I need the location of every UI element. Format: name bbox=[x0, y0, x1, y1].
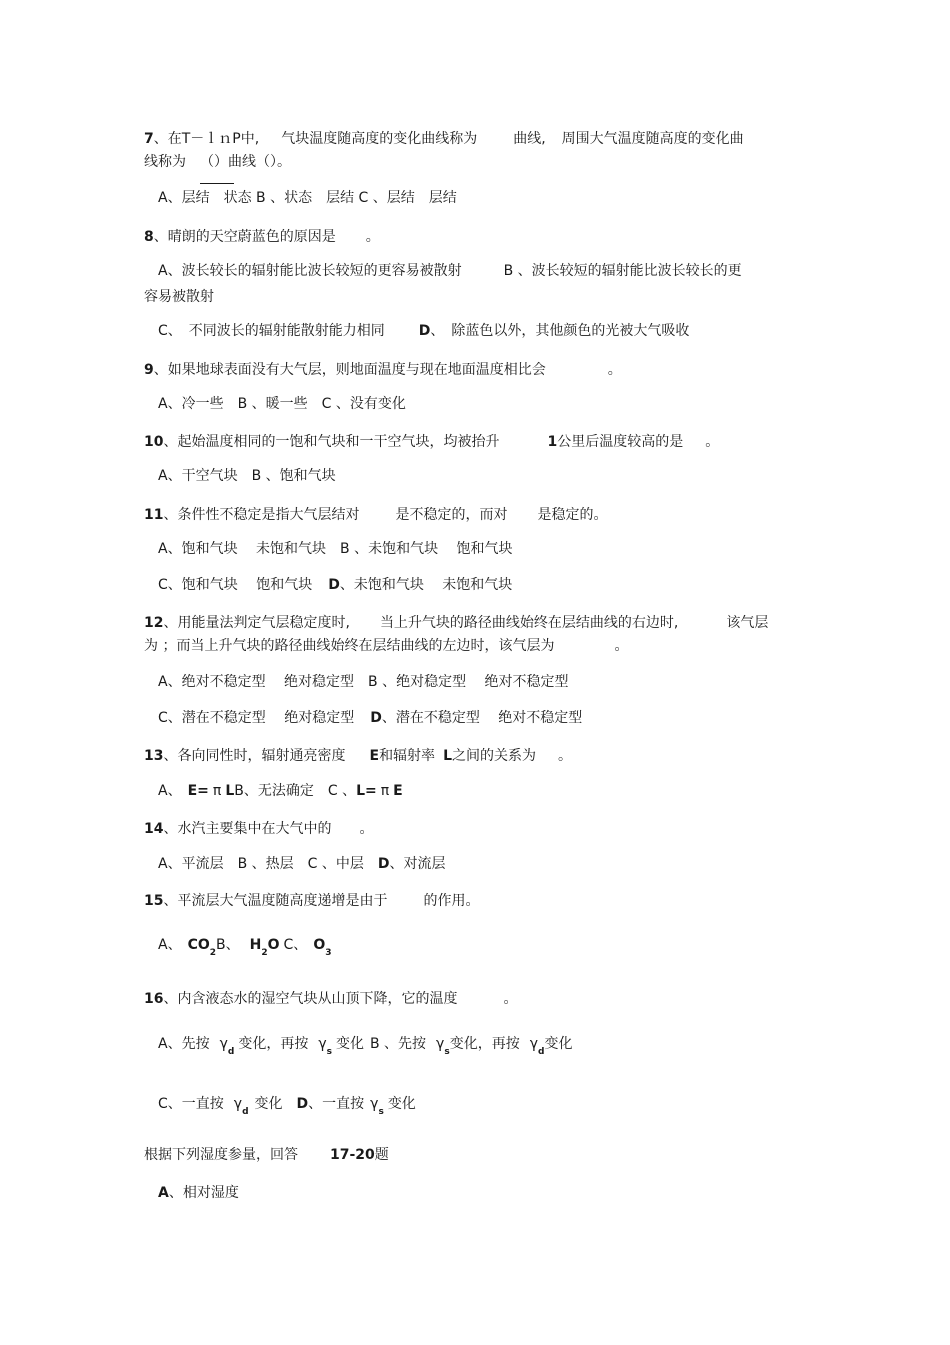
question-number: 10 bbox=[144, 434, 164, 450]
subscript: d bbox=[242, 1107, 249, 1117]
question-text: 、晴朗的天空蔚蓝色的原因是 bbox=[153, 229, 336, 245]
question-text: 、用能量法判定气层稳定度时, bbox=[163, 615, 350, 631]
formula: L= bbox=[356, 783, 377, 799]
option-d-label: D bbox=[328, 577, 340, 593]
question-text: 。 bbox=[359, 821, 374, 837]
symbol-l: L bbox=[443, 748, 452, 764]
subscript: 2 bbox=[209, 948, 217, 958]
subscript: s bbox=[378, 1107, 384, 1117]
option-d: 、未饱和气块 未饱和气块 bbox=[339, 577, 513, 593]
question-15-options bbox=[158, 936, 331, 956]
option-a-label: A、 bbox=[158, 937, 182, 953]
intro-text: 根据下列湿度参量，回答 bbox=[144, 1147, 298, 1163]
formula-co2: CO bbox=[187, 937, 210, 953]
question-10-options: A、干空气块 B 、饱和气块 bbox=[158, 468, 336, 484]
option-c-label: C、 bbox=[283, 937, 308, 953]
gamma-symbol: γ bbox=[529, 1036, 538, 1052]
symbol-e: E bbox=[369, 748, 380, 764]
question-number: 8 bbox=[144, 229, 154, 245]
option-b: 变化 bbox=[544, 1036, 573, 1052]
question-9-options: A、冷一些 B 、暖一些 C 、没有变化 bbox=[158, 396, 406, 412]
question-text: 曲线, bbox=[513, 131, 546, 147]
question-number: 16 bbox=[144, 991, 164, 1007]
question-number: 7 bbox=[144, 131, 154, 147]
pi-symbol: π bbox=[380, 783, 390, 799]
formula: L bbox=[225, 783, 235, 799]
question-15 bbox=[144, 892, 479, 910]
question-text: 。 bbox=[705, 434, 720, 450]
options-abc: A、平流层 B 、热层 C 、中层 bbox=[158, 856, 364, 872]
option-b: B 、波长较短的辐射能比波长较长的更 bbox=[503, 263, 742, 279]
question-text: 和辐射率 bbox=[379, 748, 436, 764]
question-8 bbox=[144, 228, 380, 246]
formula-o3: O bbox=[313, 937, 326, 953]
question-12-line2 bbox=[144, 637, 628, 655]
question-11-options-cd bbox=[158, 576, 512, 594]
item-a bbox=[158, 1184, 239, 1202]
question-8-options-ab bbox=[158, 262, 742, 280]
question-text: 、平流层大气温度随高度递增是由于 bbox=[163, 893, 388, 909]
formula: E bbox=[393, 783, 403, 799]
option-b: B 、先按 bbox=[369, 1036, 427, 1052]
formula-h2o: O bbox=[267, 937, 280, 953]
subscript: 3 bbox=[325, 948, 332, 958]
subscript: d bbox=[227, 1047, 235, 1057]
option-d-label: D bbox=[370, 710, 382, 726]
question-text: 。 bbox=[557, 748, 572, 764]
option-c: 变化 bbox=[254, 1096, 283, 1112]
option-c: C、潜在不稳定型 绝对稳定型 bbox=[158, 710, 355, 726]
subscript: s bbox=[444, 1047, 450, 1057]
question-7-options: A、层结 状态 B 、状态 层结 C 、层结 层结 bbox=[158, 190, 457, 206]
question-text: 的作用。 bbox=[423, 893, 480, 909]
question-12-options-ab: A、绝对不稳定型 绝对稳定型 B 、绝对稳定型 绝对不稳定型 bbox=[158, 674, 569, 690]
question-text: 是不稳定的，而对 bbox=[395, 507, 508, 523]
question-text: 之间的关系为 bbox=[451, 748, 536, 764]
option-d: 、 除蓝色以外，其他颜色的光被大气吸收 bbox=[430, 323, 690, 339]
option-d-label: D bbox=[418, 323, 431, 339]
question-number: 13 bbox=[144, 748, 164, 764]
option-a: 变化 bbox=[335, 1036, 364, 1052]
option-a: 变化，再按 bbox=[238, 1036, 309, 1052]
gamma-symbol: γ bbox=[219, 1036, 228, 1052]
option-d: 变化 bbox=[387, 1096, 416, 1112]
option-b: B、无法确定 C 、 bbox=[234, 783, 357, 799]
pi-symbol: π bbox=[212, 783, 222, 799]
option-d-label: D bbox=[296, 1096, 309, 1112]
option-a: A、波长较长的辐射能比波长较短的更容易被散射 bbox=[158, 263, 462, 279]
question-11 bbox=[144, 506, 607, 524]
gamma-symbol: γ bbox=[370, 1096, 379, 1112]
question-text: 、内含液态水的湿空气块从山顶下降，它的温度 bbox=[163, 991, 458, 1007]
question-text: 周围大气温度随高度的变化曲 bbox=[561, 131, 744, 147]
option-c: C、饱和气块 饱和气块 bbox=[158, 577, 313, 593]
subscript: 2 bbox=[261, 948, 268, 958]
option-d: 、对流层 bbox=[389, 856, 446, 872]
question-14 bbox=[144, 820, 373, 838]
question-8-option-b-cont: 容易被散射 bbox=[144, 289, 214, 305]
intro-text: 题 bbox=[374, 1147, 389, 1163]
option-b: 变化，再按 bbox=[449, 1036, 520, 1052]
question-text: 是稳定的。 bbox=[537, 507, 608, 523]
option-d-label: D bbox=[377, 856, 390, 872]
option-c: C、 不同波长的辐射能散射能力相同 bbox=[158, 323, 385, 339]
question-text: 当上升气块的路径曲线始终在层结曲线的右边时, bbox=[379, 615, 679, 631]
question-number: 15 bbox=[144, 893, 164, 909]
subscript: s bbox=[326, 1047, 332, 1057]
question-16-options-cd bbox=[158, 1095, 416, 1115]
question-text: 。 bbox=[503, 991, 518, 1007]
gamma-symbol: γ bbox=[233, 1096, 243, 1112]
question-number: 14 bbox=[144, 821, 164, 837]
question-text: 线称为 bbox=[144, 154, 186, 170]
gamma-symbol: γ bbox=[318, 1036, 327, 1052]
question-13-options bbox=[158, 782, 403, 800]
question-number: 11 bbox=[144, 507, 164, 523]
formula-h2o: H bbox=[249, 937, 262, 953]
question-7-line1 bbox=[144, 130, 744, 148]
question-12-line1 bbox=[144, 614, 768, 632]
question-text: （）曲线（）。 bbox=[200, 154, 291, 170]
question-text: 气块温度随高度的变化曲线称为 bbox=[281, 131, 478, 147]
question-text: 、条件性不稳定是指大气层结对 bbox=[163, 507, 360, 523]
question-number: 9 bbox=[144, 362, 154, 378]
question-14-options bbox=[158, 855, 445, 873]
separator: 、 bbox=[153, 131, 168, 147]
question-text: 。 bbox=[607, 362, 622, 378]
option-b-label: B、 bbox=[216, 937, 240, 953]
section-intro bbox=[144, 1146, 389, 1164]
question-text: 、起始温度相同的一饱和气块和一干空气块，均被抬升 bbox=[163, 434, 500, 450]
item-text: 、相对湿度 bbox=[168, 1185, 239, 1201]
option-d: 、潜在不稳定型 绝对不稳定型 bbox=[381, 710, 583, 726]
question-8-options-cd bbox=[158, 322, 689, 340]
item-label: A bbox=[158, 1185, 169, 1201]
option-d: 、一直按 bbox=[308, 1096, 365, 1112]
question-9 bbox=[144, 361, 622, 379]
question-7-line2 bbox=[144, 153, 291, 171]
subscript: d bbox=[538, 1047, 545, 1057]
question-16-options-ab bbox=[158, 1035, 572, 1055]
question-text: 。 bbox=[365, 229, 380, 245]
question-10 bbox=[144, 433, 719, 451]
question-range: 17-20 bbox=[330, 1147, 375, 1163]
question-12-options-cd bbox=[158, 709, 582, 727]
question-text: 。 bbox=[614, 638, 629, 654]
question-16 bbox=[144, 990, 517, 1008]
question-text: 1 bbox=[547, 434, 558, 450]
gamma-symbol: γ bbox=[436, 1036, 445, 1052]
question-text: 在T－ｌｎP中, bbox=[167, 131, 260, 147]
option-a: A、先按 bbox=[158, 1036, 210, 1052]
question-text: 、如果地球表面没有大气层，则地面温度与现在地面温度相比会 bbox=[153, 362, 546, 378]
question-text: 公里后温度较高的是 bbox=[557, 434, 684, 450]
question-text: 该气层 bbox=[726, 615, 769, 631]
question-11-options-ab: A、饱和气块 未饱和气块 B 、未饱和气块 饱和气块 bbox=[158, 541, 513, 557]
question-text: 为 ；而当上升气块的路径曲线始终在层结曲线的左边时，该气层为 bbox=[144, 638, 555, 654]
question-13 bbox=[144, 747, 572, 765]
formula: E= bbox=[187, 783, 209, 799]
question-number: 12 bbox=[144, 615, 164, 631]
option-c: C、一直按 bbox=[158, 1096, 224, 1112]
question-text: 、水汽主要集中在大气中的 bbox=[163, 821, 332, 837]
question-text: 、各向同性时，辐射通亮密度 bbox=[163, 748, 346, 764]
option-a-label: A、 bbox=[158, 783, 182, 799]
